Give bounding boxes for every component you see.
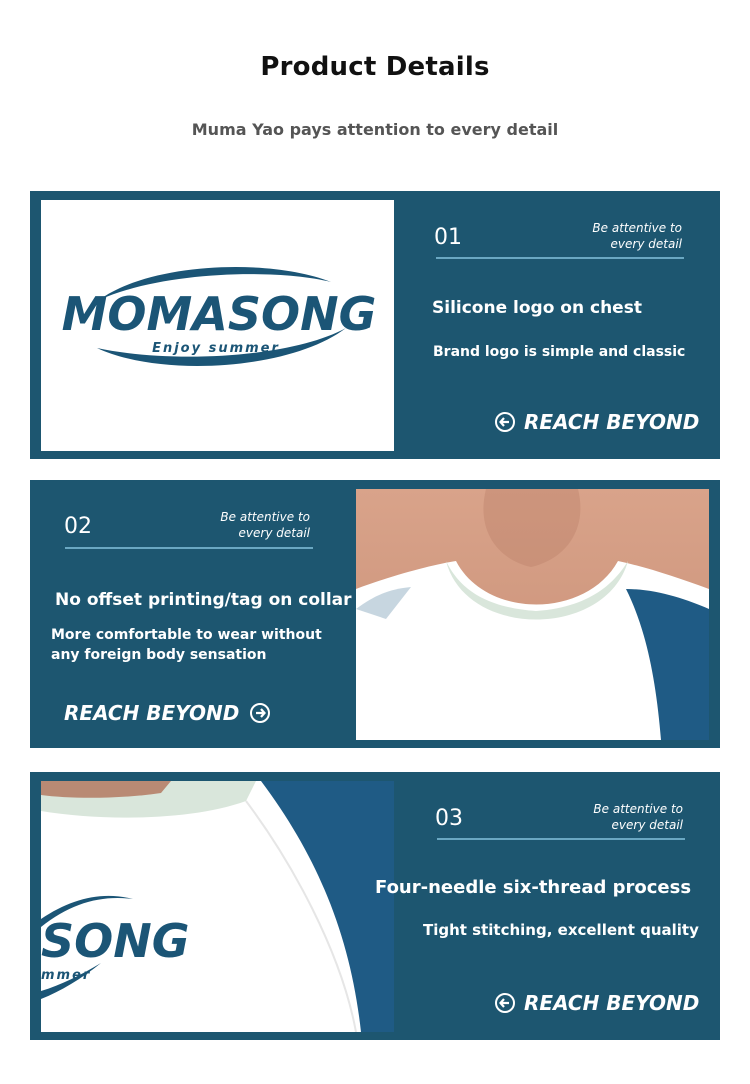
attentive-note	[542, 220, 682, 252]
attentive-line-2: every detail	[611, 818, 683, 832]
detail-card-2	[30, 480, 720, 748]
stitching-illustration	[41, 781, 394, 1032]
brand-name-crop-text: SONG	[41, 914, 190, 968]
reach-beyond-label: REACH BEYOND	[64, 701, 240, 725]
chest-logo-photo	[41, 200, 394, 451]
feature-title: Silicone logo on chest	[432, 298, 642, 318]
collar-illustration	[356, 489, 709, 740]
arrow-left-circle-icon	[494, 992, 516, 1014]
divider	[436, 257, 684, 259]
page-subtitle: Muma Yao pays attention to every detail	[191, 120, 559, 139]
reach-beyond-link[interactable]	[494, 991, 699, 1015]
brand-name-text: MOMASONG	[61, 287, 377, 341]
detail-number: 03	[435, 806, 463, 831]
detail-card-3	[30, 772, 720, 1040]
feature-title: No offset printing/tag on collar	[55, 590, 352, 610]
reach-beyond-link[interactable]	[494, 410, 699, 434]
divider	[65, 547, 313, 549]
attentive-line-2: every detail	[610, 237, 682, 251]
feature-description: Tight stitching, excellent quality	[423, 921, 699, 939]
attentive-note	[170, 509, 310, 541]
divider	[437, 838, 685, 840]
arrow-right-circle-icon	[249, 702, 271, 724]
reach-beyond-link[interactable]	[64, 701, 271, 725]
detail-number: 01	[434, 225, 462, 250]
brand-tagline-crop-text: mmer	[41, 968, 92, 983]
brand-logo	[41, 200, 394, 451]
stitching-photo	[41, 781, 394, 1032]
reach-beyond-label: REACH BEYOND	[524, 991, 700, 1015]
collar-photo	[356, 489, 709, 740]
attentive-line-2: every detail	[238, 526, 310, 540]
attentive-note	[543, 801, 683, 833]
page-title: Product Details	[260, 52, 490, 82]
detail-number: 02	[64, 514, 92, 539]
attentive-line-1: Be attentive to	[220, 510, 310, 524]
detail-card-1	[30, 191, 720, 459]
feature-description: More comfortable to wear without any foreign body sensation	[51, 627, 322, 663]
feature-description: Brand logo is simple and classic	[433, 344, 686, 360]
reach-beyond-label: REACH BEYOND	[524, 410, 700, 434]
feature-title: Four-needle six-thread process	[375, 877, 692, 898]
arrow-left-circle-icon	[494, 411, 516, 433]
attentive-line-1: Be attentive to	[593, 802, 683, 816]
brand-tagline-text: Enjoy summer	[152, 341, 280, 356]
attentive-line-1: Be attentive to	[592, 221, 682, 235]
